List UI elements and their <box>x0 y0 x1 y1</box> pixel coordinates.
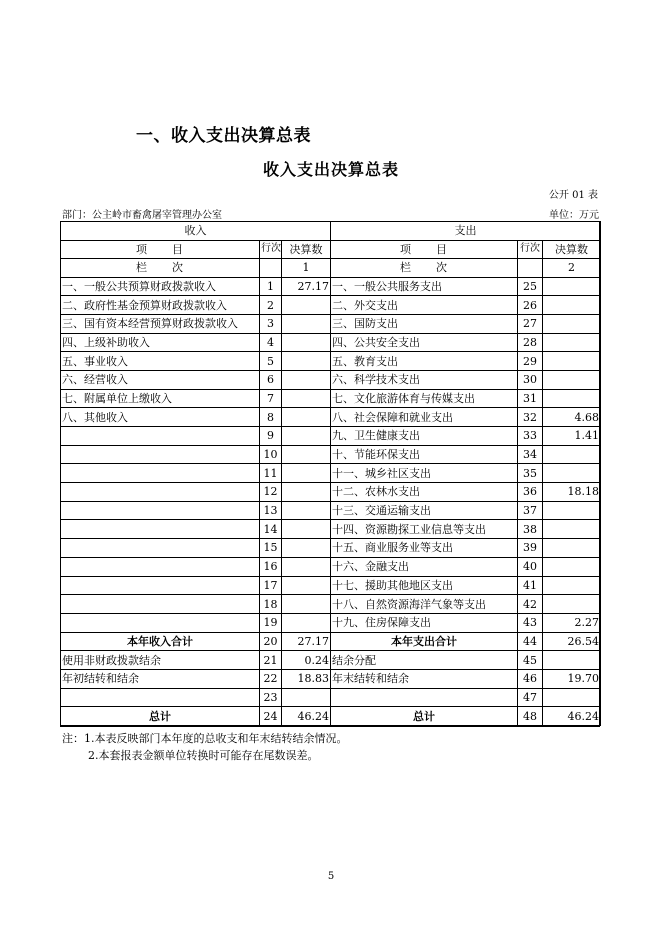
expense-row-number: 40 <box>518 557 543 576</box>
note-line-2: 2.本套报表金额单位转换时可能存在尾数误差。 <box>88 749 319 762</box>
expense-item: 十九、住房保障支出 <box>331 613 518 632</box>
expense-item: 本年支出合计 <box>331 632 518 651</box>
expense-column-label: 栏 次 <box>331 259 518 278</box>
income-amount <box>282 333 331 352</box>
income-item <box>61 445 260 464</box>
page-number: 5 <box>327 871 335 882</box>
expense-amount <box>543 296 601 315</box>
table-row <box>61 277 601 296</box>
table-row <box>61 595 601 614</box>
expense-item: 总计 <box>331 707 518 726</box>
income-item: 六、经营收入 <box>61 370 260 389</box>
expense-row-number: 34 <box>518 445 543 464</box>
income-item <box>61 688 260 707</box>
expense-amount-header: 决算数 <box>543 240 601 259</box>
expense-amount <box>543 651 601 670</box>
expense-rowno-header: 行次 <box>518 240 543 259</box>
expense-amount: 18.18 <box>543 483 601 502</box>
expense-row-number: 41 <box>518 576 543 595</box>
table-row <box>61 520 601 539</box>
expense-amount <box>543 520 601 539</box>
expense-item: 九、卫生健康支出 <box>331 427 518 446</box>
table-row <box>61 445 601 464</box>
income-amount <box>282 613 331 632</box>
income-amount: 46.24 <box>282 707 331 726</box>
expense-amount <box>543 688 601 707</box>
income-item: 四、上级补助收入 <box>61 333 260 352</box>
income-item <box>61 520 260 539</box>
table-subheader-row <box>61 240 601 259</box>
income-amount: 18.83 <box>282 669 331 688</box>
table-row <box>61 389 601 408</box>
expense-item: 十七、援助其他地区支出 <box>331 576 518 595</box>
table-row <box>61 314 601 333</box>
expense-amount <box>543 370 601 389</box>
expense-amount <box>543 595 601 614</box>
income-row-number: 13 <box>260 501 282 520</box>
table-row <box>61 539 601 558</box>
income-amount: 0.24 <box>282 651 331 670</box>
table-title: 收入支出决算总表 <box>262 160 399 179</box>
expense-row-number: 25 <box>518 277 543 296</box>
expense-amount <box>543 389 601 408</box>
expense-item: 七、文化旅游体育与传媒支出 <box>331 389 518 408</box>
income-amount <box>282 576 331 595</box>
table-row <box>61 576 601 595</box>
empty-cell <box>518 259 543 278</box>
table-row <box>61 557 601 576</box>
expense-row-number: 38 <box>518 520 543 539</box>
expense-amount: 46.24 <box>543 707 601 726</box>
income-row-number: 4 <box>260 333 282 352</box>
income-rowno-header: 行次 <box>260 240 282 259</box>
unit-label: 单位：万元 <box>549 210 599 221</box>
table-row <box>61 651 601 670</box>
table-column-row <box>61 259 601 278</box>
expense-header: 支出 <box>331 222 601 241</box>
income-item: 总计 <box>61 707 260 726</box>
income-item: 三、国有资本经营预算财政拨款收入 <box>61 314 260 333</box>
income-column-label: 栏 次 <box>61 259 260 278</box>
income-item <box>61 501 260 520</box>
income-expense-table <box>60 221 601 726</box>
expense-item: 十一、城乡社区支出 <box>331 464 518 483</box>
income-row-number: 7 <box>260 389 282 408</box>
income-row-number: 14 <box>260 520 282 539</box>
empty-cell <box>260 259 282 278</box>
income-item <box>61 539 260 558</box>
income-row-number: 24 <box>260 707 282 726</box>
income-header: 收入 <box>61 222 331 241</box>
income-amount <box>282 427 331 446</box>
expense-amount <box>543 352 601 371</box>
income-amount <box>282 483 331 502</box>
income-row-number: 6 <box>260 370 282 389</box>
expense-row-number: 45 <box>518 651 543 670</box>
table-row <box>61 483 601 502</box>
income-row-number: 2 <box>260 296 282 315</box>
table-row <box>61 501 601 520</box>
income-row-number: 9 <box>260 427 282 446</box>
income-row-number: 8 <box>260 408 282 427</box>
table-row <box>61 688 601 707</box>
subtotal-row <box>61 632 601 651</box>
expense-row-number: 36 <box>518 483 543 502</box>
expense-amount <box>543 333 601 352</box>
expense-amount: 1.41 <box>543 427 601 446</box>
expense-row-number: 28 <box>518 333 543 352</box>
expense-row-number: 31 <box>518 389 543 408</box>
expense-row-number: 48 <box>518 707 543 726</box>
income-amount-header: 决算数 <box>282 240 331 259</box>
income-amount <box>282 688 331 707</box>
expense-row-number: 26 <box>518 296 543 315</box>
income-amount <box>282 314 331 333</box>
expense-item: 结余分配 <box>331 651 518 670</box>
expense-amount <box>543 277 601 296</box>
expense-row-number: 27 <box>518 314 543 333</box>
expense-row-number: 46 <box>518 669 543 688</box>
expense-amount: 19.70 <box>543 669 601 688</box>
expense-row-number: 44 <box>518 632 543 651</box>
table-row <box>61 333 601 352</box>
income-column-number: 1 <box>282 259 331 278</box>
expense-item <box>331 688 518 707</box>
income-row-number: 23 <box>260 688 282 707</box>
expense-row-number: 30 <box>518 370 543 389</box>
income-amount <box>282 296 331 315</box>
expense-amount <box>543 501 601 520</box>
income-row-number: 15 <box>260 539 282 558</box>
expense-amount <box>543 314 601 333</box>
expense-column-number: 2 <box>543 259 601 278</box>
expense-item: 六、科学技术支出 <box>331 370 518 389</box>
income-row-number: 12 <box>260 483 282 502</box>
income-row-number: 21 <box>260 651 282 670</box>
expense-amount <box>543 576 601 595</box>
table-row <box>61 464 601 483</box>
expense-item: 十四、资源勘探工业信息等支出 <box>331 520 518 539</box>
income-item <box>61 483 260 502</box>
income-row-number: 22 <box>260 669 282 688</box>
form-number: 公开 01 表 <box>548 190 598 201</box>
income-amount <box>282 352 331 371</box>
income-row-number: 11 <box>260 464 282 483</box>
table-row <box>61 613 601 632</box>
income-amount <box>282 445 331 464</box>
note-line-1: 注：1.本表反映部门本年度的总收支和年末结转结余情况。 <box>62 732 348 745</box>
expense-row-number: 32 <box>518 408 543 427</box>
income-item: 七、附属单位上缴收入 <box>61 389 260 408</box>
income-item <box>61 464 260 483</box>
income-item: 使用非财政拨款结余 <box>61 651 260 670</box>
expense-item: 十三、交通运输支出 <box>331 501 518 520</box>
income-row-number: 5 <box>260 352 282 371</box>
income-amount <box>282 539 331 558</box>
expense-row-number: 39 <box>518 539 543 558</box>
expense-amount <box>543 557 601 576</box>
income-item <box>61 613 260 632</box>
expense-item: 十六、金融支出 <box>331 557 518 576</box>
income-amount <box>282 370 331 389</box>
income-item: 年初结转和结余 <box>61 669 260 688</box>
income-amount: 27.17 <box>282 632 331 651</box>
table-row <box>61 352 601 371</box>
expense-item: 五、教育支出 <box>331 352 518 371</box>
expense-item: 三、国防支出 <box>331 314 518 333</box>
table-header-row <box>61 222 601 241</box>
income-row-number: 20 <box>260 632 282 651</box>
income-row-number: 10 <box>260 445 282 464</box>
income-amount <box>282 501 331 520</box>
expense-item: 十二、农林水支出 <box>331 483 518 502</box>
expense-amount: 26.54 <box>543 632 601 651</box>
income-item: 五、事业收入 <box>61 352 260 371</box>
income-amount <box>282 464 331 483</box>
income-amount <box>282 520 331 539</box>
income-row-number: 3 <box>260 314 282 333</box>
income-row-number: 16 <box>260 557 282 576</box>
expense-row-number: 47 <box>518 688 543 707</box>
income-row-number: 1 <box>260 277 282 296</box>
income-amount <box>282 408 331 427</box>
expense-item: 十、节能环保支出 <box>331 445 518 464</box>
expense-row-number: 29 <box>518 352 543 371</box>
income-item <box>61 595 260 614</box>
income-item: 一、一般公共预算财政拨款收入 <box>61 277 260 296</box>
expense-item: 十八、自然资源海洋气象等支出 <box>331 595 518 614</box>
table-row <box>61 427 601 446</box>
income-item <box>61 427 260 446</box>
expense-item: 二、外交支出 <box>331 296 518 315</box>
expense-row-number: 42 <box>518 595 543 614</box>
expense-row-number: 43 <box>518 613 543 632</box>
income-amount <box>282 595 331 614</box>
expense-amount: 2.27 <box>543 613 601 632</box>
table-row <box>61 370 601 389</box>
income-item <box>61 576 260 595</box>
expense-item: 四、公共安全支出 <box>331 333 518 352</box>
table-row <box>61 296 601 315</box>
table-row <box>61 408 601 427</box>
expense-amount <box>543 464 601 483</box>
income-item: 八、其他收入 <box>61 408 260 427</box>
income-item-header: 项 目 <box>61 240 260 259</box>
expense-row-number: 37 <box>518 501 543 520</box>
income-item: 二、政府性基金预算财政拨款收入 <box>61 296 260 315</box>
department-label: 部门：公主岭市畜禽屠宰管理办公室 <box>62 210 222 221</box>
expense-item: 年末结转和结余 <box>331 669 518 688</box>
income-item <box>61 557 260 576</box>
income-amount: 27.17 <box>282 277 331 296</box>
notes <box>62 730 348 764</box>
expense-row-number: 33 <box>518 427 543 446</box>
expense-item: 一、一般公共服务支出 <box>331 277 518 296</box>
expense-item: 八、社会保障和就业支出 <box>331 408 518 427</box>
income-amount <box>282 557 331 576</box>
expense-item: 十五、商业服务业等支出 <box>331 539 518 558</box>
total-row <box>61 707 601 726</box>
section-title: 一、收入支出决算总表 <box>136 126 311 146</box>
expense-item-header: 项 目 <box>331 240 518 259</box>
expense-amount: 4.68 <box>543 408 601 427</box>
expense-amount <box>543 445 601 464</box>
income-row-number: 17 <box>260 576 282 595</box>
table-row <box>61 669 601 688</box>
expense-amount <box>543 539 601 558</box>
income-row-number: 19 <box>260 613 282 632</box>
income-item: 本年收入合计 <box>61 632 260 651</box>
expense-row-number: 35 <box>518 464 543 483</box>
income-amount <box>282 389 331 408</box>
income-row-number: 18 <box>260 595 282 614</box>
